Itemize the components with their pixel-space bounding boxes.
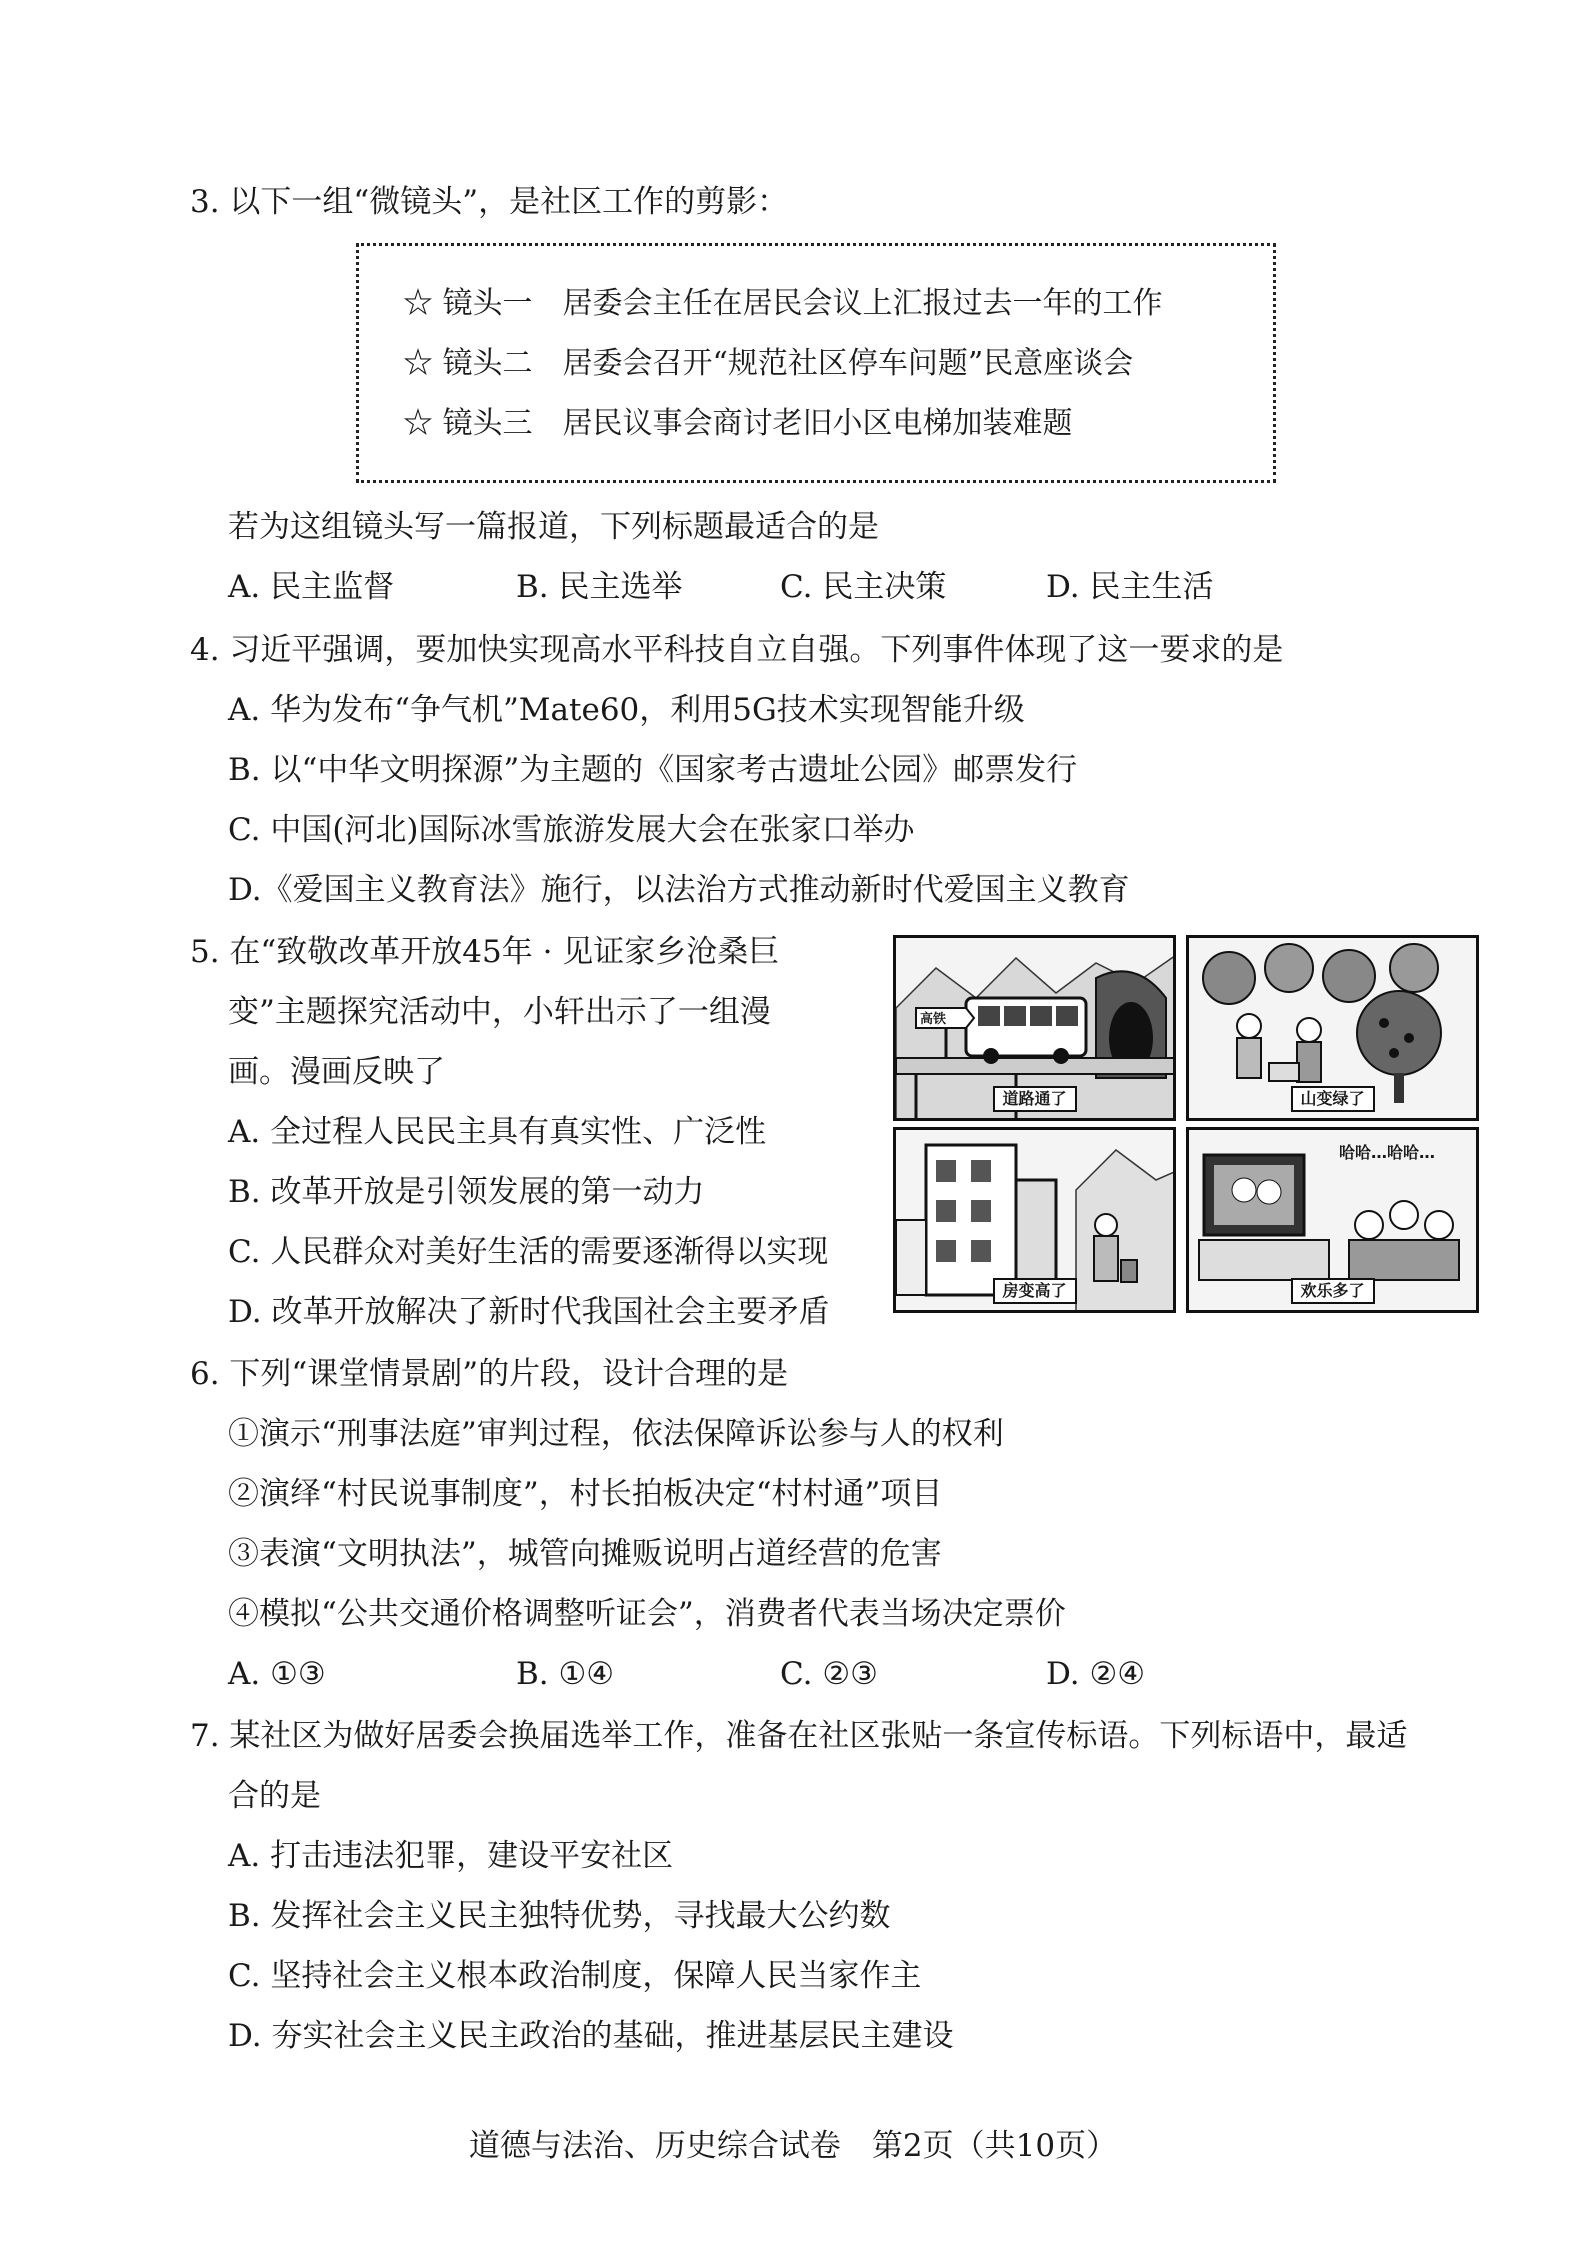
q3-question: 若为这组镜头写一篇报道，下列标题最适合的是 bbox=[228, 509, 879, 545]
q3-option-d: D. 民主生活 bbox=[1046, 569, 1214, 605]
comic-caption-houses: 房变高了 bbox=[992, 1278, 1076, 1304]
q6-item-1: ①演示“刑事法庭”审判过程，依法保障诉讼参与人的权利 bbox=[228, 1416, 1004, 1452]
q4-option-b: B. 以“中华文明探源”为主题的《国家考古遗址公园》邮票发行 bbox=[228, 752, 1078, 788]
q4-option-a: A. 华为发布“争气机”Mate60，利用5G技术实现智能升级 bbox=[228, 692, 1025, 728]
q3-stem: 3. 以下一组“微镜头”，是社区工作的剪影： bbox=[190, 184, 789, 220]
q3-option-c: C. 民主决策 bbox=[780, 569, 947, 605]
q5-option-a: A. 全过程人民民主具有真实性、广泛性 bbox=[228, 1114, 767, 1150]
road-sign-label: 高铁 bbox=[920, 1012, 947, 1027]
q7-option-c: C. 坚持社会主义根本政治制度，保障人民当家作主 bbox=[228, 1958, 922, 1994]
q6-option-b: B. ①④ bbox=[516, 1656, 615, 1692]
q3-shots-box bbox=[356, 243, 1276, 483]
q7-option-d: D. 夯实社会主义民主政治的基础，推进基层民主建设 bbox=[228, 2018, 954, 2054]
comic-caption-road: 道路通了 bbox=[992, 1086, 1076, 1112]
q3-option-a: A. 民主监督 bbox=[228, 569, 395, 605]
q7-option-a: A. 打击违法犯罪，建设平安社区 bbox=[228, 1838, 674, 1874]
q6-option-d: D. ②④ bbox=[1046, 1656, 1146, 1692]
comic-panel-green bbox=[1186, 935, 1479, 1121]
q5-option-c: C. 人民群众对美好生活的需要逐渐得以实现 bbox=[228, 1234, 829, 1270]
comic-caption-green: 山变绿了 bbox=[1290, 1086, 1374, 1112]
q3-shot-1: ☆ 镜头一 居委会主任在居民会议上汇报过去一年的工作 bbox=[403, 286, 1163, 321]
q6-stem: 6. 下列“课堂情景剧”的片段，设计合理的是 bbox=[190, 1356, 789, 1392]
q3-option-b: B. 民主选举 bbox=[516, 569, 683, 605]
comic-panel-road bbox=[893, 935, 1176, 1121]
q6-option-a: A. ①③ bbox=[228, 1656, 326, 1692]
q5-stem-line-3: 画。漫画反映了 bbox=[228, 1054, 445, 1090]
q7-option-b: B. 发挥社会主义民主独特优势，寻找最大公约数 bbox=[228, 1898, 891, 1934]
q5-stem-line-2: 变”主题探究活动中，小轩出示了一组漫 bbox=[228, 994, 771, 1030]
q5-comic bbox=[893, 935, 1479, 1313]
q6-item-4: ④模拟“公共交通价格调整听证会”，消费者代表当场决定票价 bbox=[228, 1596, 1066, 1632]
q6-option-c: C. ②③ bbox=[780, 1656, 878, 1692]
q3-shot-2: ☆ 镜头二 居委会召开“规范社区停车问题”民意座谈会 bbox=[403, 346, 1134, 381]
q6-item-3: ③表演“文明执法”，城管向摊贩说明占道经营的危害 bbox=[228, 1536, 942, 1572]
q4-option-d: D.《爱国主义教育法》施行，以法治方式推动新时代爱国主义教育 bbox=[228, 872, 1130, 908]
comic-speech: 哈哈…哈哈… bbox=[1339, 1143, 1436, 1162]
comic-panel-houses bbox=[893, 1127, 1176, 1313]
q3-shot-3: ☆ 镜头三 居民议事会商讨老旧小区电梯加装难题 bbox=[403, 406, 1073, 441]
comic-caption-joy: 欢乐多了 bbox=[1290, 1278, 1374, 1304]
comic-panel-joy bbox=[1186, 1127, 1479, 1313]
q7-stem-line-1: 7. 某社区为做好居委会换届选举工作，准备在社区张贴一条宣传标语。下列标语中，最适 bbox=[190, 1718, 1408, 1754]
q6-item-2: ②演绎“村民说事制度”，村长拍板决定“村村通”项目 bbox=[228, 1476, 943, 1512]
q4-stem: 4. 习近平强调，要加快实现高水平科技自立自强。下列事件体现了这一要求的是 bbox=[190, 632, 1284, 668]
page-footer: 道德与法治、历史综合试卷 第2页（共10页） bbox=[468, 2128, 1118, 2164]
q4-option-c: C. 中国(河北)国际冰雪旅游发展大会在张家口举办 bbox=[228, 812, 915, 848]
q5-option-d: D. 改革开放解决了新时代我国社会主要矛盾 bbox=[228, 1294, 830, 1330]
q5-option-b: B. 改革开放是引领发展的第一动力 bbox=[228, 1174, 705, 1210]
q5-stem-line-1: 5. 在“致敬改革开放45年 · 见证家乡沧桑巨 bbox=[190, 934, 780, 970]
q7-stem-line-2: 合的是 bbox=[228, 1778, 321, 1814]
